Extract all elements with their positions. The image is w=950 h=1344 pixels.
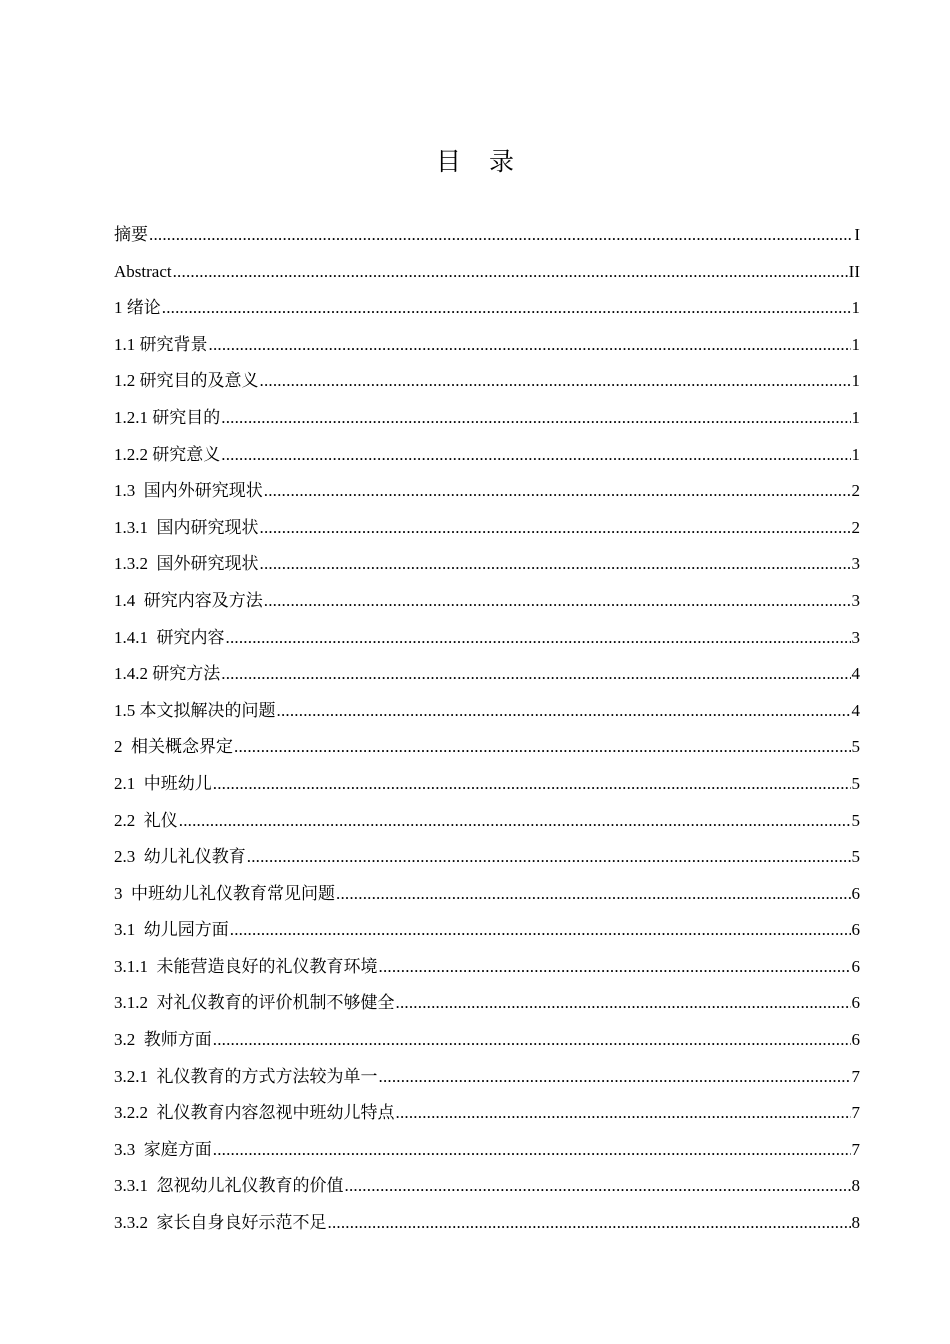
toc-entry-label: 3.3 家庭方面 bbox=[114, 1139, 212, 1159]
toc-dot-leader bbox=[230, 912, 851, 949]
toc-entry-page: 2 bbox=[851, 517, 860, 537]
toc-entry-label: 1 绪论 bbox=[114, 298, 161, 318]
toc-entry-label: 2.2 礼仪 bbox=[114, 810, 178, 830]
toc-entry-page: 5 bbox=[851, 737, 860, 757]
toc-entry-label: 2.3 幼儿礼仪教育 bbox=[114, 847, 246, 867]
toc-entry-label: 3.1 幼儿园方面 bbox=[114, 920, 229, 940]
toc-dot-leader bbox=[328, 1205, 851, 1242]
toc-entry-page: 3 bbox=[851, 554, 860, 574]
toc-entry-label: 1.2 研究目的及意义 bbox=[114, 371, 259, 391]
toc-dot-leader bbox=[247, 839, 851, 876]
toc-dot-leader bbox=[260, 510, 851, 547]
toc-entry-page: 5 bbox=[851, 810, 860, 830]
toc-entry-label: 1.3.1 国内研究现状 bbox=[114, 517, 259, 537]
toc-entry[interactable] bbox=[114, 1168, 860, 1205]
toc-dot-leader bbox=[234, 729, 851, 766]
toc-entry-label: Abstract bbox=[114, 261, 172, 281]
toc-entry-page: 1 bbox=[851, 371, 860, 391]
toc-dot-leader bbox=[260, 546, 851, 583]
toc-entry[interactable] bbox=[114, 290, 860, 327]
toc-dot-leader bbox=[221, 656, 850, 693]
toc-entry-page: 6 bbox=[851, 956, 860, 976]
toc-dot-leader bbox=[209, 327, 851, 364]
toc-entry[interactable] bbox=[114, 656, 860, 693]
toc-entry-label: 1.4.1 研究内容 bbox=[114, 627, 225, 647]
toc-entry-label: 1.1 研究背景 bbox=[114, 334, 208, 354]
toc-entry[interactable] bbox=[114, 1059, 860, 1096]
toc-dot-leader bbox=[379, 949, 851, 986]
toc-entry-page: 5 bbox=[851, 773, 860, 793]
toc-dot-leader bbox=[213, 766, 851, 803]
toc-entry[interactable] bbox=[114, 876, 860, 913]
toc-entry-page: I bbox=[854, 225, 860, 244]
toc-dot-leader bbox=[221, 437, 850, 474]
toc-entry-page: 6 bbox=[851, 1030, 860, 1050]
toc-entry[interactable] bbox=[114, 693, 860, 730]
toc-list bbox=[114, 217, 860, 1242]
toc-entry[interactable] bbox=[114, 1205, 860, 1242]
toc-entry-page: 6 bbox=[851, 920, 860, 940]
toc-entry-page: 6 bbox=[851, 993, 860, 1013]
toc-entry-label: 摘要 bbox=[114, 225, 148, 244]
toc-dot-leader bbox=[213, 1132, 851, 1169]
toc-entry[interactable] bbox=[114, 949, 860, 986]
toc-dot-leader bbox=[264, 473, 851, 510]
toc-dot-leader bbox=[264, 583, 851, 620]
toc-entry-page: 6 bbox=[851, 883, 860, 903]
toc-dot-leader bbox=[336, 876, 851, 913]
toc-dot-leader bbox=[149, 217, 853, 254]
toc-entry[interactable] bbox=[114, 254, 860, 291]
toc-entry-label: 1.2.2 研究意义 bbox=[114, 444, 221, 464]
toc-entry-label: 3.2 教师方面 bbox=[114, 1030, 212, 1050]
toc-dot-leader bbox=[226, 620, 851, 657]
toc-entry[interactable] bbox=[114, 217, 860, 254]
toc-entry-label: 3.1.1 未能营造良好的礼仪教育环境 bbox=[114, 956, 378, 976]
toc-entry-page: 1 bbox=[851, 334, 860, 354]
toc-entry[interactable] bbox=[114, 546, 860, 583]
toc-entry-page: 7 bbox=[851, 1066, 860, 1086]
toc-dot-leader bbox=[379, 1059, 851, 1096]
toc-entry-label: 3.2.1 礼仪教育的方式方法较为单一 bbox=[114, 1066, 378, 1086]
toc-entry[interactable] bbox=[114, 839, 860, 876]
toc-entry-label: 2 相关概念界定 bbox=[114, 737, 233, 757]
toc-title: 目录 bbox=[435, 147, 542, 176]
toc-entry-page: 8 bbox=[851, 1213, 860, 1233]
toc-entry-page: 1 bbox=[851, 298, 860, 318]
toc-entry-page: 7 bbox=[851, 1139, 860, 1159]
toc-entry[interactable] bbox=[114, 473, 860, 510]
toc-entry[interactable] bbox=[114, 363, 860, 400]
toc-entry-label: 1.5 本文拟解决的问题 bbox=[114, 700, 276, 720]
toc-entry-label: 1.3 国内外研究现状 bbox=[114, 481, 263, 501]
toc-dot-leader bbox=[345, 1168, 851, 1205]
toc-entry[interactable] bbox=[114, 1095, 860, 1132]
toc-dot-leader bbox=[213, 1022, 851, 1059]
toc-entry[interactable] bbox=[114, 1132, 860, 1169]
toc-entry[interactable] bbox=[114, 803, 860, 840]
toc-entry[interactable] bbox=[114, 437, 860, 474]
toc-entry-page: II bbox=[848, 261, 860, 281]
toc-entry-page: 7 bbox=[851, 1103, 860, 1123]
toc-entry[interactable] bbox=[114, 400, 860, 437]
toc-entry-label: 3.3.2 家长自身良好示范不足 bbox=[114, 1213, 327, 1233]
toc-entry-label: 3 中班幼儿礼仪教育常见问题 bbox=[114, 883, 335, 903]
toc-entry-label: 1.4 研究内容及方法 bbox=[114, 590, 263, 610]
toc-entry-label: 1.4.2 研究方法 bbox=[114, 664, 221, 684]
toc-entry[interactable] bbox=[114, 510, 860, 547]
toc-entry-label: 1.3.2 国外研究现状 bbox=[114, 554, 259, 574]
toc-entry-label: 2.1 中班幼儿 bbox=[114, 773, 212, 793]
toc-dot-leader bbox=[179, 803, 851, 840]
toc-entry[interactable] bbox=[114, 327, 860, 364]
toc-entry-page: 1 bbox=[851, 444, 860, 464]
toc-entry-page: 1 bbox=[851, 407, 860, 427]
toc-dot-leader bbox=[260, 363, 851, 400]
toc-entry-page: 3 bbox=[851, 590, 860, 610]
toc-entry[interactable] bbox=[114, 729, 860, 766]
toc-entry[interactable] bbox=[114, 1022, 860, 1059]
toc-entry-label: 3.3.1 忽视幼儿礼仪教育的价值 bbox=[114, 1176, 344, 1196]
toc-dot-leader bbox=[221, 400, 850, 437]
toc-dot-leader bbox=[277, 693, 851, 730]
toc-dot-leader bbox=[162, 290, 851, 327]
toc-entry-page: 4 bbox=[851, 664, 860, 684]
toc-entry-page: 3 bbox=[851, 627, 860, 647]
toc-dot-leader bbox=[173, 254, 848, 291]
toc-entry-page: 5 bbox=[851, 847, 860, 867]
toc-entry-page: 4 bbox=[851, 700, 860, 720]
toc-entry[interactable] bbox=[114, 766, 860, 803]
toc-dot-leader bbox=[396, 985, 851, 1022]
toc-entry-label: 3.1.2 对礼仪教育的评价机制不够健全 bbox=[114, 993, 395, 1013]
toc-entry-label: 1.2.1 研究目的 bbox=[114, 407, 221, 427]
toc-entry[interactable] bbox=[114, 912, 860, 949]
toc-entry-label: 3.2.2 礼仪教育内容忽视中班幼儿特点 bbox=[114, 1103, 395, 1123]
toc-entry-page: 8 bbox=[851, 1176, 860, 1196]
toc-entry[interactable] bbox=[114, 620, 860, 657]
toc-dot-leader bbox=[396, 1095, 851, 1132]
toc-entry[interactable] bbox=[114, 583, 860, 620]
toc-entry-page: 2 bbox=[851, 481, 860, 501]
toc-entry[interactable] bbox=[114, 985, 860, 1022]
